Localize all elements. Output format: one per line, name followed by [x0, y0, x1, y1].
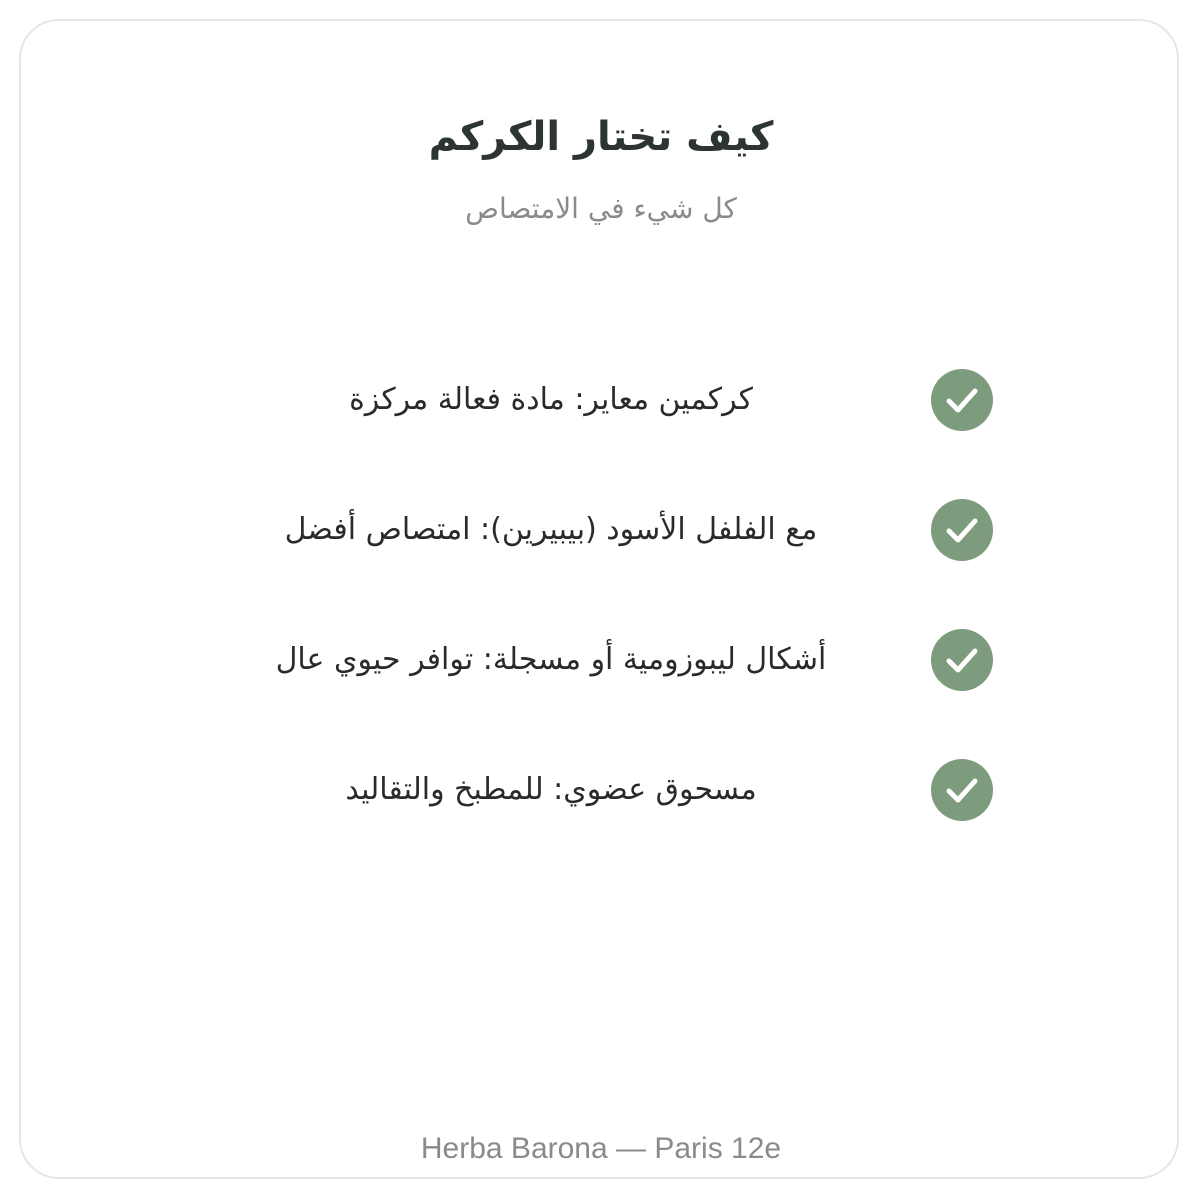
info-card: [19, 19, 1179, 1179]
page-title: كيف تختار الكركم: [428, 114, 774, 160]
feature-text: مع الفلفل الأسود (بيبيرين): امتصاص أفضل: [284, 512, 818, 547]
check-circle-icon: [931, 759, 993, 821]
feature-text: مسحوق عضوي: للمطبخ والتقاليد: [345, 772, 757, 807]
feature-item: [21, 369, 1181, 431]
feature-item: [21, 629, 1181, 691]
feature-item: [21, 759, 1181, 821]
page-subtitle: كل شيء في الامتصاص: [465, 192, 737, 225]
footer-brand: Herba Barona — Paris 12e: [420, 1132, 782, 1165]
check-circle-icon: [931, 369, 993, 431]
check-circle-icon: [931, 629, 993, 691]
feature-item: [21, 499, 1181, 561]
feature-text: كركمين معاير: مادة فعالة مركزة: [349, 382, 753, 417]
feature-text: أشكال ليبوزومية أو مسجلة: توافر حيوي عال: [275, 642, 827, 677]
check-circle-icon: [931, 499, 993, 561]
